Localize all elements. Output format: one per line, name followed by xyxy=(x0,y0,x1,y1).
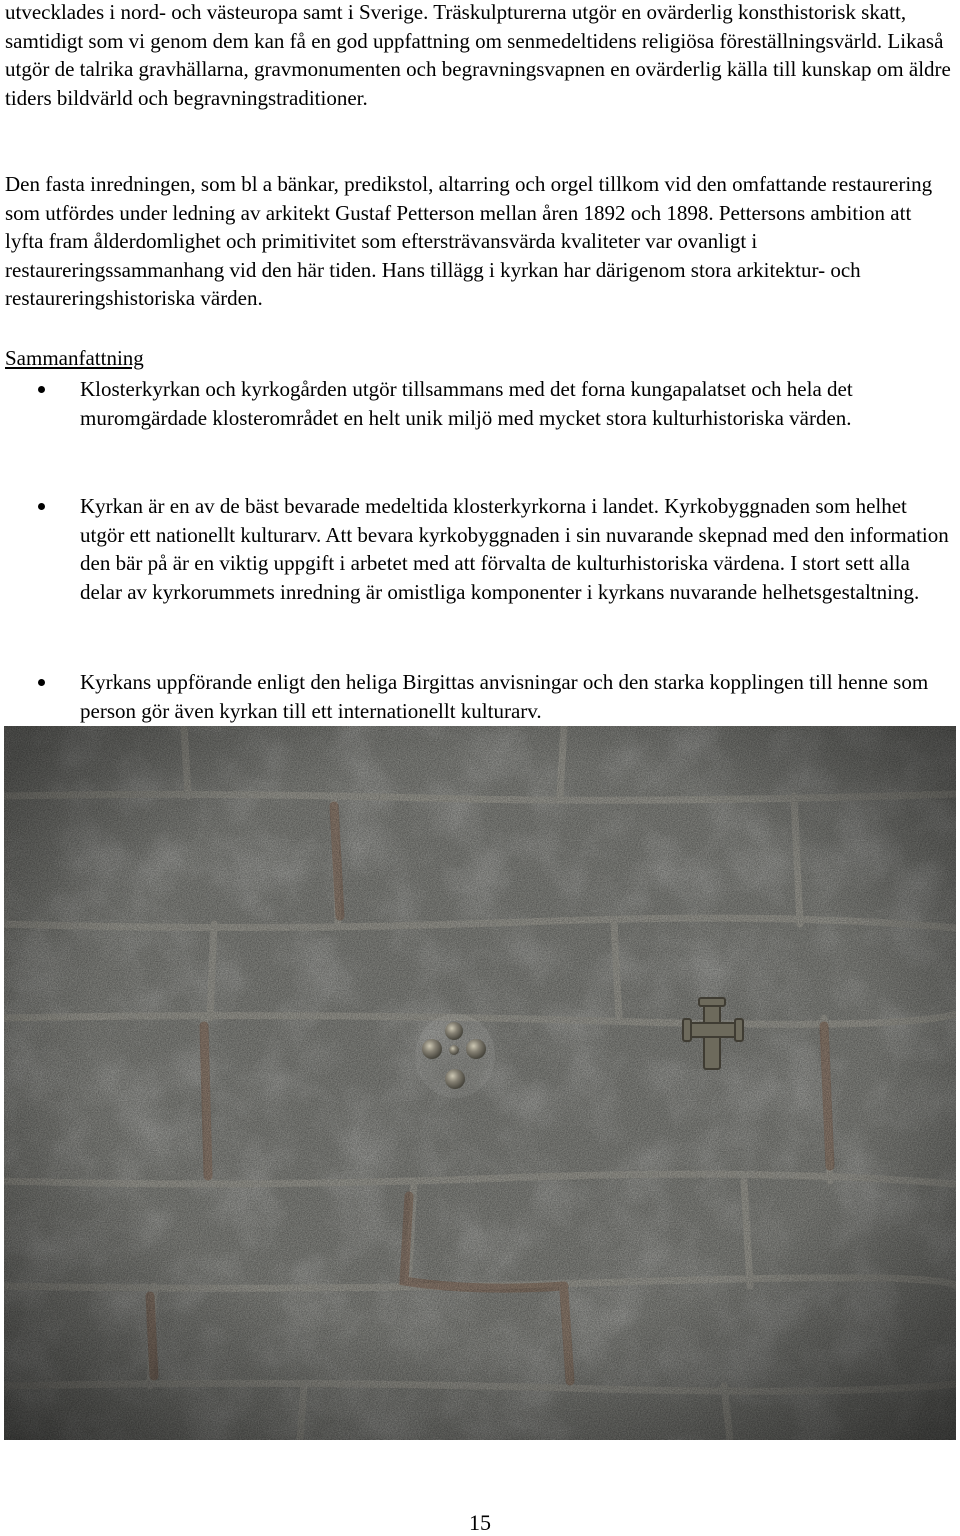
bullet-text: Kyrkans uppförande enligt den heliga Birgittas anvisningar och den starka kopplingen till henne som person gör även kyrkan till ett internationellt kulturarv. xyxy=(80,670,929,723)
paragraph-intro: utvecklades i nord- och västeuropa samt i Sverige. Träskulpturerna utgör en ovärderlig konsthistorisk skatt, samtidigt som vi genom dem kan få en god uppfattning om senmedeltidens religiösa föreställningsvärld. Likaså utgör de talrika gravhällarna, gravmonumenten och begravningsvapnen en ovärderlig källa till kunskap om äldre tiders bildvärld och begravningstraditioner. xyxy=(5,0,951,110)
bullet-icon xyxy=(38,503,45,510)
bullet-text: Klosterkyrkan och kyrkogården utgör tillsammans med det forna kungapalatset och hela det muromgärdade klosterområdet en helt unik miljö med mycket stora kulturhistoriska värden. xyxy=(80,377,853,430)
bullet-icon xyxy=(38,679,45,686)
paragraph-fixed-interior: Den fasta inredningen, som bl a bänkar, predikstol, altarring och orgel tillkom vid den omfattande restaurering som utfördes under ledning av arkitekt Gustaf Petterson mellan åren 1892 och 1898. Pettersons ambition att lyfta fram ålderdomlighet och primitivitet som eftersträvansvärda kvaliteter var ovanligt i restaureringssammanhang vid den här tiden. Hans tillägg i kyrkan har därigenom stora arkitektur- och restaureringshistoriska värden. xyxy=(5,172,933,310)
section-heading-summary: Sammanfattning xyxy=(5,346,144,370)
bullet-text: Kyrkan är en av de bäst bevarade medeltida klosterkyrkorna i landet. Kyrkobyggnaden som helhet utgör ett nationellt kulturarv. Att bevara kyrkobyggnaden i sin nuvarande skepnad med den information den bär på är en viktig uppgift i arbetet med att förvalta de kulturhistoriska värdena. I stort sett alla delar av kyrkorummets inredning är omistliga komponenter i kyrkans nuvarande helhetsgestaltning. xyxy=(80,494,949,604)
bullet-icon xyxy=(38,386,45,393)
page-number: 15 xyxy=(469,1510,491,1535)
stone-wall-photo xyxy=(4,726,956,1440)
stone-wall-illustration xyxy=(4,726,956,1440)
